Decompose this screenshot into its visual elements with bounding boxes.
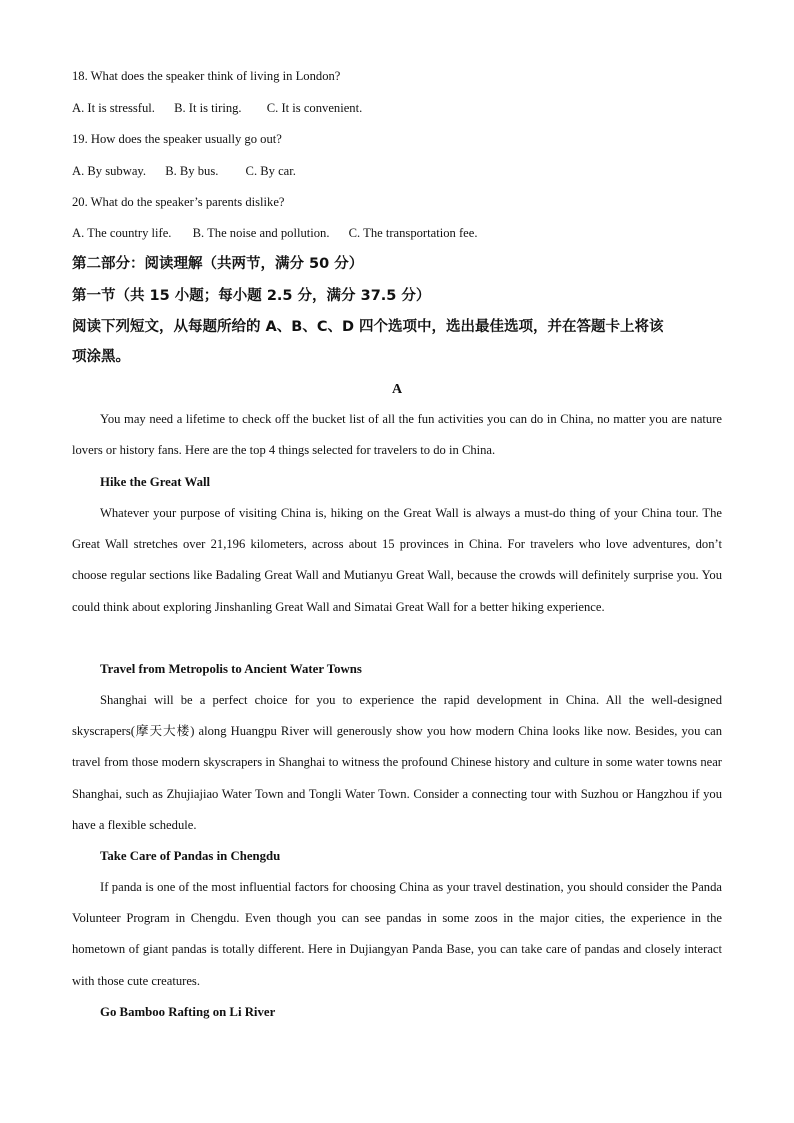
section-heading-great-wall: Hike the Great Wall (100, 475, 211, 489)
section-title: 第一节（共 15 小题；每小题 2.5 分，满分 37.5 分） (72, 288, 431, 304)
section-heading-bamboo-rafting: Go Bamboo Rafting on Li River (100, 1005, 276, 1019)
q18-option-c: C. It is convenient. (266, 101, 363, 115)
passage-label: A (391, 382, 403, 397)
q20-option-c: C. The transportation fee. (348, 226, 478, 240)
section-text-water-towns: Shanghai will be a perfect choice for you to experience the rapid development in China. All the well-designed skyscrapers(摩天大楼) along Huangpu River will generously show you how modern China looks like now. Besides, you can travel from those modern skyscrapers in Shanghai to witness the profound Chinese history and culture in some water towns near Shanghai, such as Zhujiajiao Water Town and Tongli Water Town. Consider a connecting tour with Suzhou or Hangzhou if you have a flexible schedule. (72, 693, 722, 832)
question-18-options (72, 100, 722, 116)
q19-option-c: C. By car. (245, 164, 296, 178)
section-heading-pandas: Take Care of Pandas in Chengdu (100, 849, 281, 863)
q18-option-b: B. It is tiring. (174, 101, 242, 115)
section-heading-water-towns: Travel from Metropolis to Ancient Water Towns (100, 662, 362, 676)
intro-paragraph: You may need a lifetime to check off the bucket list of all the fun activities you can do in China, no matter you are nature lovers or history fans. Here are the top 4 things selected for travelers to do in China. (72, 412, 722, 458)
q19-option-b: B. By bus. (165, 164, 219, 178)
instruction-line-1: 阅读下列短文，从每题所给的 A、B、C、D 四个选项中，选出最佳选项，并在答题卡上将该 (72, 319, 664, 335)
question-19-options (72, 163, 722, 179)
q20-option-b: B. The noise and pollution. (192, 226, 330, 240)
section-text-great-wall: Whatever your purpose of visiting China is, hiking on the Great Wall is always a must-do thing of your China tour. The Great Wall stretches over 21,196 kilometers, across about 15 provinces in China. For travelers who love adventures, don’t choose regular sections like Badaling Great Wall and Mutianyu Great Wall, because the crowds will definitely surprise you. You could think about exploring Jinshanling Great Wall and Simatai Great Wall for a better hiking experience. (72, 506, 722, 614)
instruction-line-2: 项涂黑。 (72, 349, 130, 365)
section-text-pandas: If panda is one of the most influential factors for choosing China as your travel destination, you should consider the Panda Volunteer Program in Chengdu. Even though you can see pandas in some zoos in the major cities, the experience in the hometown of giant pandas is totally different. Here in Dujiangyan Panda Base, you can take care of pandas and closely interact with those cute creatures. (72, 880, 722, 988)
question-18: 18. What does the speaker think of living in London? (72, 69, 341, 83)
q20-option-a: A. The country life. (72, 226, 172, 240)
question-20: 20. What do the speaker’s parents dislike? (72, 195, 285, 209)
question-19: 19. How does the speaker usually go out? (72, 132, 282, 146)
q19-option-a: A. By subway. (72, 164, 147, 178)
q18-option-a: A. It is stressful. (72, 101, 155, 115)
part-title: 第二部分：阅读理解（共两节，满分 50 分） (72, 256, 364, 272)
question-20-options (72, 225, 722, 241)
